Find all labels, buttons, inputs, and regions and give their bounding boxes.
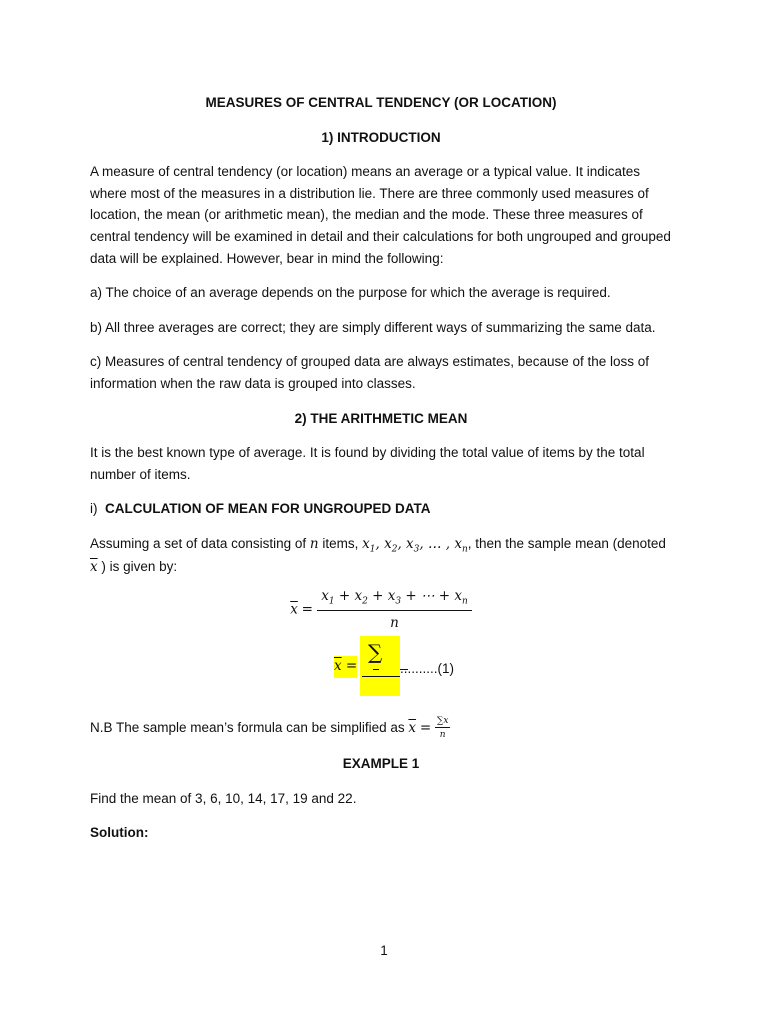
subsection-label: i) bbox=[90, 501, 98, 517]
equation-reference: ..........(1) bbox=[400, 661, 455, 677]
assumption-paragraph bbox=[90, 533, 672, 578]
formula-xbar: $\overline{x}$ bbox=[290, 601, 298, 618]
sigma-formula-xbar: $\overline{x}$ = bbox=[334, 656, 357, 678]
page-number: 1 bbox=[380, 943, 388, 958]
variable-n: n bbox=[309, 535, 319, 552]
xbar-symbol: $\overline{x}$ bbox=[90, 558, 98, 575]
formula-fraction bbox=[317, 586, 472, 634]
formula-denominator: n bbox=[390, 614, 399, 631]
intro-paragraph: A measure of central tendency (or location) means an average or a typical value. It indicates where most of the measures in a distribution lie. There are three commonly used measures of location, the mean (or arithmetic mean), the median and the mode. These three measures of central tendency will be examined in detail and their calculations for both ungrouped and grouped data will be explained. However, bear in mind the following: bbox=[90, 164, 671, 266]
assumption-text-2: items, bbox=[322, 535, 359, 551]
sigma-icon: ∑ bbox=[368, 640, 383, 665]
formula-numerator: $x_1 + x_2 + x_3$ + ⋯ + $x_n$ bbox=[317, 586, 472, 611]
data-sequence: $x_1$, $x_2$, $x_3$, … , $x_n$ bbox=[362, 535, 468, 555]
mean-paragraph: It is the best known type of average. It is found by dividing the total value of items by the total number of items. bbox=[90, 445, 645, 482]
nb-fraction bbox=[435, 716, 451, 741]
sigma-fraction-line bbox=[362, 676, 400, 677]
document-title: MEASURES OF CENTRAL TENDENCY (OR LOCATION) bbox=[205, 95, 557, 110]
mean-formula bbox=[90, 586, 672, 630]
assumption-text-3: , then the sample mean (denoted bbox=[467, 535, 666, 551]
solution-label: Solution: bbox=[90, 825, 149, 841]
sigma-dash bbox=[373, 669, 379, 670]
point-b: b) All three averages are correct; they are simply different ways of summarizing the same data. bbox=[90, 319, 656, 335]
sigma-formula bbox=[90, 636, 672, 700]
section-heading-introduction: 1) INTRODUCTION bbox=[321, 129, 441, 145]
subsection-title: CALCULATION OF MEAN FOR UNGROUPED DATA bbox=[105, 501, 431, 517]
point-a: a) The choice of an average depends on the purpose for which the average is required. bbox=[90, 285, 611, 301]
nb-denominator: n bbox=[439, 730, 446, 741]
subsection-heading bbox=[90, 498, 672, 520]
example-heading: EXAMPLE 1 bbox=[342, 756, 420, 772]
nb-text: N.B The sample mean’s formula can be simplified as bbox=[90, 720, 405, 736]
nb-paragraph bbox=[90, 716, 672, 741]
formula-equals: = bbox=[301, 601, 318, 618]
assumption-text-4: ) is given by: bbox=[101, 558, 178, 574]
section-heading-arithmetic-mean: 2) THE ARITHMETIC MEAN bbox=[294, 410, 468, 426]
sigma-highlight-box bbox=[360, 636, 400, 696]
nb-equals: = bbox=[419, 720, 432, 737]
nb-numerator: ∑x bbox=[436, 716, 449, 727]
document-content bbox=[90, 92, 672, 844]
example-question: Find the mean of 3, 6, 10, 14, 17, 19 and 22. bbox=[90, 790, 357, 806]
assumption-text-1: Assuming a set of data consisting of bbox=[90, 535, 307, 551]
nb-xbar: $\overline{x}$ bbox=[408, 720, 417, 737]
point-c: c) Measures of central tendency of grouped data are always estimates, because of the loss of information when the raw data is grouped into classes. bbox=[90, 354, 650, 391]
